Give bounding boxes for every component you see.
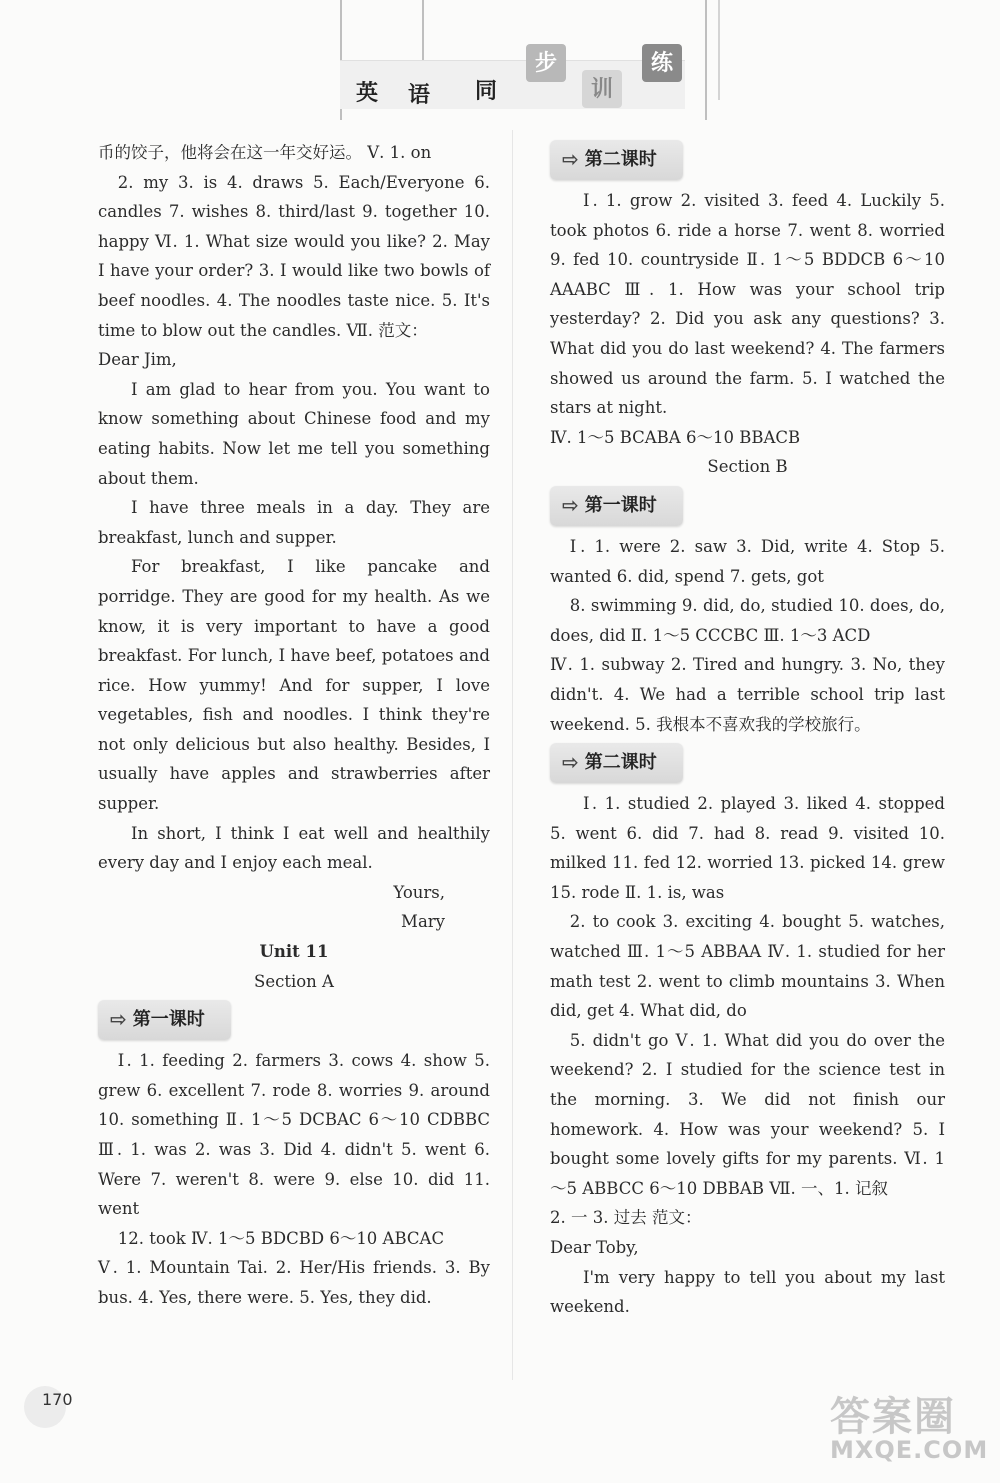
arrow-icon: ⇨ xyxy=(562,493,579,518)
arrow-icon: ⇨ xyxy=(562,147,579,172)
answer-text: Ⅰ. 1. were 2. saw 3. Did, write 4. Stop 5. wanted 6. did, spend 7. gets, got xyxy=(550,536,945,586)
watermark-url: MXQE.COM xyxy=(830,1436,989,1464)
answer-text: 5. didn't go Ⅴ. 1. What did you do over the weekend? 2. I studied for the science test in the morning. 3. We did not finish our homework. 4. How was your weekend? 5. I bought some lovely gifts for my parents. Ⅵ. 1～5 ABBCC 6～10 DBBAB Ⅶ. 一、1. 记叙 xyxy=(550,1030,945,1198)
answer-text: 2. to cook 3. exciting 4. bought 5. watches, watched Ⅲ. 1～5 ABBAA Ⅳ. 1. studied for her math test 2. went to climb mountains 3. When did, get 4. What did, do xyxy=(550,912,945,1021)
letter-paragraph: I have three meals in a day. They are breakfast, lunch and supper. xyxy=(98,498,490,547)
answer-text: Ⅰ. 1. grow 2. visited 3. feed 4. Luckily 5. took photos 6. ride a horse 7. went 8. worried 9. fed 10. countryside Ⅱ. 1～5 BDDCB 6～10 AAABC Ⅲ. 1. How was your school trip yesterday? 2. Did you ask any questions? 3. What did you do last weekend? 4. The farmers showed us around the farm. 5. I watched the stars at night. xyxy=(550,191,945,418)
lesson-banner xyxy=(550,486,683,526)
page-header xyxy=(0,0,1000,130)
arrow-icon: ⇨ xyxy=(562,750,579,775)
letter-paragraph: For breakfast, I like pancake and porridge. They are good for my health. As we know, it is very important to have a good breakfast. For lunch, I have beef, potatoes and rice. How yummy! And for supper, I love vegetables, fish and noodles. I think they're not only delicious but also healthy. Besides, I usually have apples and strawberries after supper. xyxy=(98,557,490,814)
header-rule xyxy=(718,0,720,100)
letter-paragraph: In short, I think I eat well and healthily every day and I enjoy each meal. xyxy=(98,823,490,873)
header-char: 训 xyxy=(582,70,622,108)
answer-text: Ⅳ. 1. subway 2. Tired and hungry. 3. No, they didn't. 4. We had a terrible school trip last weekend. 5. 我根本不喜欢我的学校旅行。 xyxy=(550,655,945,734)
letter-salutation: Dear Toby, xyxy=(550,1238,639,1257)
unit-heading: Unit 11 xyxy=(259,942,329,962)
header-rule xyxy=(705,0,707,120)
answer-text: 8. swimming 9. did, do, studied 10. does, do, does, did Ⅱ. 1～5 CCCBC Ⅲ. 1～3 ACD xyxy=(550,596,945,645)
section-heading: Section B xyxy=(707,457,788,477)
lesson-banner-label: 第一课时 xyxy=(132,1009,205,1031)
letter-paragraph: I'm very happy to tell you about my last weekend. xyxy=(550,1267,945,1317)
column-divider xyxy=(512,130,513,1380)
lesson-banner-label: 第一课时 xyxy=(584,495,657,517)
lesson-banner xyxy=(550,140,683,180)
watermark-logo: 答案圈 xyxy=(830,1394,956,1440)
page-number-text: 170 xyxy=(42,1390,73,1409)
answer-text: 12. took Ⅳ. 1～5 BDCBD 6～10 ABCAC xyxy=(117,1228,445,1248)
header-char: 同 xyxy=(475,78,498,104)
answer-text: Ⅰ. 1. studied 2. played 3. liked 4. stopped 5. went 6. did 7. had 8. read 9. visited 10. milked 11. fed 12. worried 13. picked 14. grew 15. rode Ⅱ. 1. is, was xyxy=(550,794,945,902)
right-column xyxy=(550,138,945,1322)
left-column xyxy=(98,138,490,1313)
lesson-banner xyxy=(98,1000,231,1040)
header-rule xyxy=(422,0,424,60)
watermark xyxy=(830,1385,988,1464)
lesson-banner xyxy=(550,743,683,783)
page-number xyxy=(42,1390,73,1409)
answer-text: Ⅰ. 1. feeding 2. farmers 3. cows 4. show 5. grew 6. excellent 7. rode 8. worries 9. around 10. something Ⅱ. 1～5 DCBAC 6～10 CDBBC Ⅲ. 1. was 2. was 3. Did 4. didn't 5. went 6. Were 7. weren't 8. were 9. else 10. did 11. went xyxy=(98,1051,490,1219)
header-char: 英 xyxy=(356,80,379,106)
header-band xyxy=(340,60,685,109)
section-heading: Section A xyxy=(254,971,334,991)
answer-text: Ⅴ. 1. Mountain Tai. 2. Her/His friends. 3. By bus. 4. Yes, there were. 5. Yes, they did. xyxy=(98,1258,490,1307)
letter-paragraph: I am glad to hear from you. You want to know something about Chinese food and my eating habits. Now let me tell you something about them. xyxy=(98,379,490,488)
letter-closing: Yours, xyxy=(393,882,445,902)
arrow-icon: ⇨ xyxy=(110,1007,127,1032)
lesson-banner-label: 第二课时 xyxy=(584,752,657,774)
lesson-banner-label: 第二课时 xyxy=(584,149,657,171)
header-char: 语 xyxy=(408,82,431,108)
header-char: 练 xyxy=(642,44,682,82)
answer-text: 2. my 3. is 4. draws 5. Each/Everyone 6. candles 7. wishes 8. third/last 9. together 10. happy Ⅵ. 1. What size would you like? 2. May I have your order? 3. I would like two bowls of beef noodles. 4. The noodles taste nice. 5. It's time to blow out the candles. Ⅶ. 范文： xyxy=(98,172,490,340)
answer-text: 2. 一 3. 过去 范文： xyxy=(550,1208,702,1228)
letter-salutation: Dear Jim, xyxy=(98,350,177,370)
letter-signature: Mary xyxy=(401,912,445,932)
answer-text: Ⅳ. 1～5 BCABA 6～10 BBACB xyxy=(550,427,801,447)
header-char: 步 xyxy=(526,44,566,82)
answer-text: 币的饺子，他将会在这一年交好运。 Ⅴ. 1. on xyxy=(98,143,432,162)
